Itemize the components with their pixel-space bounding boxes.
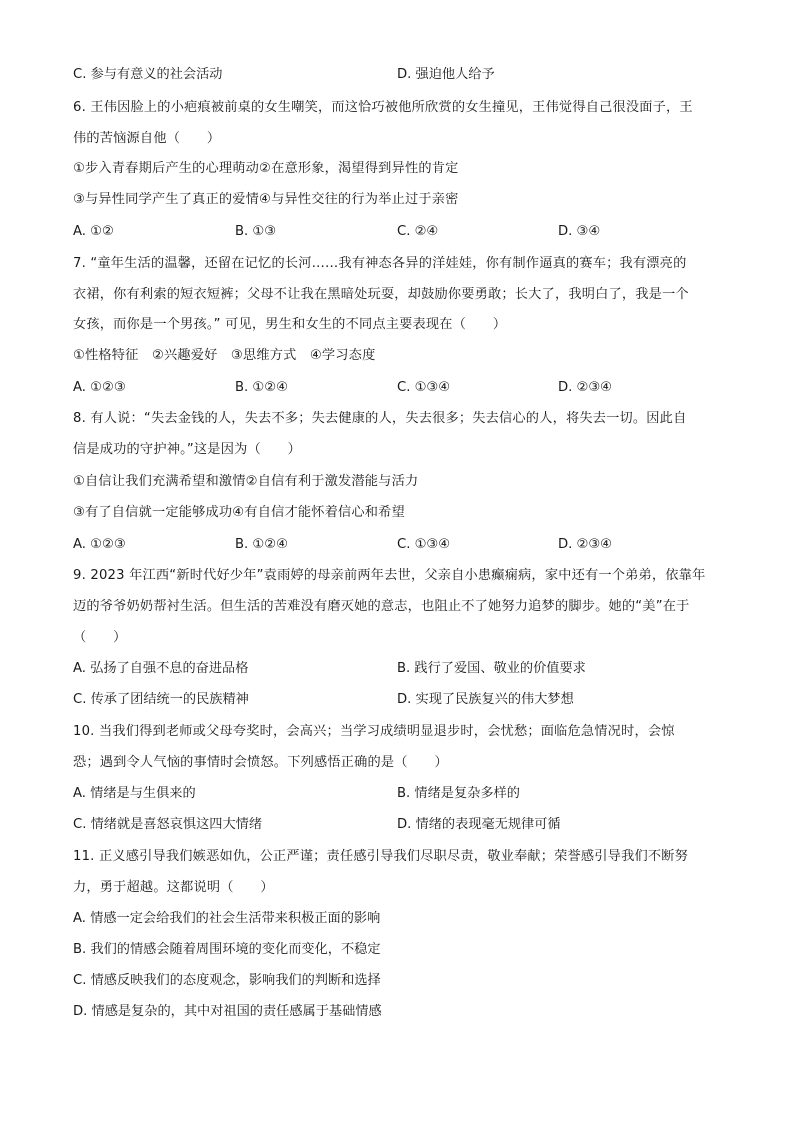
- q11-option-b[interactable]: B. 我们的情感会随着周围环境的变化而变化，不稳定: [73, 942, 381, 957]
- q11-stem-line2: 力，勇于超越。这都说明（ ）: [73, 880, 274, 895]
- q9-option-d[interactable]: D. 实现了民族复兴的伟大梦想: [397, 692, 574, 707]
- q10-stem-line1: 10. 当我们得到老师或父母夸奖时，会高兴；当学习成绩明显退步时，会忧愁；面临危急情况时，会惊: [73, 724, 675, 739]
- q8-items-line1: ①自信让我们充满希望和激情②自信有利于激发潜能与活力: [73, 474, 419, 489]
- q7-option-b[interactable]: B. ①②④: [235, 380, 288, 395]
- q9-stem-line1: 9. 2023 年江西“新时代好少年”袁雨婷的母亲前两年去世，父亲自小患癫痫病，家中还有一个弟弟，依靠年: [73, 568, 706, 583]
- q8-stem-line1: 8. 有人说：“失去金钱的人，失去不多；失去健康的人，失去很多；失去信心的人，将失去一切。因此自: [73, 411, 687, 426]
- q8-option-c[interactable]: C. ①③④: [397, 537, 451, 552]
- q7-option-a[interactable]: A. ①②③: [73, 380, 126, 395]
- q9-stem-line2: 迈的爷爷奶奶帮衬生活。但生活的苦难没有磨灭她的意志，也阻止不了她努力追梦的脚步。她的“美”在于: [73, 599, 690, 614]
- q10-option-a[interactable]: A. 情绪是与生俱来的: [73, 786, 196, 801]
- q11-option-a[interactable]: A. 情感一定会给我们的社会生活带来积极正面的影响: [73, 911, 381, 926]
- q7-items-line1: ①性格特征 ②兴趣爱好 ③思维方式 ④学习态度: [73, 348, 376, 363]
- q6-option-b[interactable]: B. ①③: [235, 224, 277, 239]
- q7-option-c[interactable]: C. ①③④: [397, 380, 451, 395]
- q6-stem-line2: 伟的苦恼源自他（ ）: [73, 131, 221, 146]
- q6-items-line2: ③与异性同学产生了真正的爱情④与异性交往的行为举止过于亲密: [73, 192, 459, 207]
- q9-option-b[interactable]: B. 践行了爱国、敬业的价值要求: [397, 661, 586, 676]
- q6-items-line1: ①步入青春期后产生的心理萌动②在意形象，渴望得到异性的肯定: [73, 161, 459, 176]
- q11-stem-line1: 11. 正义感引导我们嫉恶如仇，公正严谨；责任感引导我们尽职尽责，敬业奉献；荣誉感引导我们不断努: [73, 849, 689, 864]
- q6-option-d[interactable]: D. ③④: [558, 224, 601, 239]
- q9-option-a[interactable]: A. 弘扬了自强不息的奋进品格: [73, 661, 249, 676]
- q8-option-d[interactable]: D. ②③④: [558, 537, 613, 552]
- q9-stem-line3: （ ）: [73, 630, 127, 645]
- q5-option-d[interactable]: D. 强迫他人给予: [397, 67, 495, 82]
- q8-items-line2: ③有了自信就一定能够成功④有自信才能怀着信心和希望: [73, 505, 405, 520]
- q10-option-c[interactable]: C. 情绪就是喜怒哀惧这四大情绪: [73, 817, 263, 832]
- q8-option-b[interactable]: B. ①②④: [235, 537, 288, 552]
- q7-stem-line2: 衣裙，你有利索的短衣短裤；父母不让我在黑暗处玩耍，却鼓励你要勇敢；长大了，我明白了，我是一个: [73, 287, 689, 302]
- q7-option-d[interactable]: D. ②③④: [558, 380, 613, 395]
- q6-option-c[interactable]: C. ②④: [397, 224, 439, 239]
- q7-stem-line3: 女孩，而你是一个男孩。” 可见，男生和女生的不同点主要表现在（ ）: [73, 317, 507, 332]
- q7-stem-line1: 7. “童年生活的温馨，还留在记忆的长河……我有神态各异的洋娃娃，你有制作逼真的赛车；我有漂亮的: [73, 256, 687, 271]
- q10-option-b[interactable]: B. 情绪是复杂多样的: [397, 786, 520, 801]
- q5-option-c[interactable]: C. 参与有意义的社会活动: [73, 67, 223, 82]
- q9-option-c[interactable]: C. 传承了团结统一的民族精神: [73, 692, 249, 707]
- q6-option-a[interactable]: A. ①②: [73, 224, 114, 239]
- q11-option-d[interactable]: D. 情感是复杂的，其中对祖国的责任感属于基础情感: [73, 1004, 382, 1019]
- q8-stem-line2: 信是成功的守护神。”这是因为（ ）: [73, 442, 302, 457]
- q10-stem-line2: 恐；遇到令人气恼的事情时会愤怒。下列感悟正确的是（ ）: [73, 755, 448, 770]
- q11-option-c[interactable]: C. 情感反映我们的态度观念，影响我们的判断和选择: [73, 973, 381, 988]
- q8-option-a[interactable]: A. ①②③: [73, 537, 126, 552]
- q6-stem-line1: 6. 王伟因脸上的小疤痕被前桌的女生嘲笑，而这恰巧被他所欣赏的女生撞见，王伟觉得自己很没面子，王: [73, 100, 693, 115]
- q10-option-d[interactable]: D. 情绪的表现毫无规律可循: [397, 817, 561, 832]
